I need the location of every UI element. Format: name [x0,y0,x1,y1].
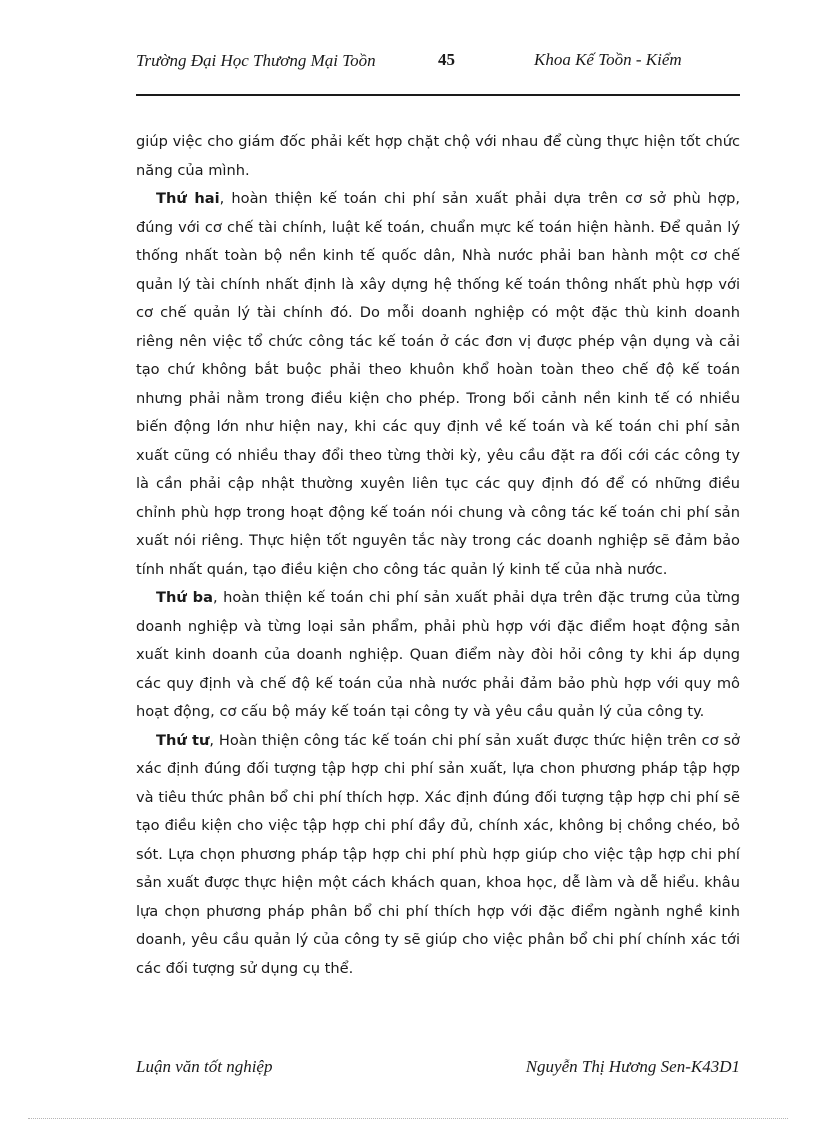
page-number: 45 [438,50,455,69]
header-department: Khoa Kế Toồn - Kiểm [534,50,682,69]
paragraph-lead: Thứ hai [156,190,220,207]
footer-author: Nguyễn Thị Hương Sen-K43D1 [525,1057,740,1076]
page-boundary-divider [28,1118,788,1119]
paragraph-thu-tu [136,727,740,984]
paragraph-lead: Thứ ba [156,589,213,606]
document-body [136,128,740,983]
paragraph-thu-ba [136,584,740,727]
paragraph-text: , hoàn thiện kế toán chi phí sản xuất phải dựa trên cơ sở phù hợp, đúng với cơ chế tài chính, luật kế toán, chuẩn mực kế toán hiện hành. Để quản lý thống nhất toàn bộ nền kinh tế quốc dân, Nhà nước phải ban hành một cơ chế quản lý tài chính nhất định là xây dựng hệ thống kế toán thông nhất phù hợp với cơ chế quản lý tài chính đó. Do mỗi doanh nghiệp có một đặc thù kinh doanh riêng nên việc tổ chức công tác kế toán ở các đơn vị được phép vận dụng và cải tạo chứ không bắt buộc phải theo khuôn khổ hoàn toàn theo chế độ kế toán nhưng phải nằm trong điều kiện cho phép. Trong bối cảnh nền kinh tế có nhiều biến động lớn như hiện nay, khi các quy định về kế toán và kế toán chi phí sản xuất cũng có nhiều thay đổi theo từng thời kỳ, yêu cầu đặt ra đối cới các công ty là cần phải cập nhật thường xuyên liên tục các quy định đó để có những điều chỉnh phù hợp trong hoạt động kế toán nói chung và công tác kế toán chi phí sản xuất nói riêng. Thực hiện tốt nguyên tắc này trong các doanh nghiệp sẽ đảm bảo tính nhất quán, tạo điều kiện cho công tác quản lý kinh tế của nhà nước. [136,190,740,578]
header-school-name: Trường Đại Học Thương Mại Toồn [136,51,376,70]
paragraph-text: , Hoàn thiện công tác kế toán chi phí sản xuất được thức hiện trên cơ sở xác định đúng đối tượng tập hợp chi phí sản xuất, lựa chon phương pháp tập hợp và tiêu thức phân bổ chi phí thích hợp. Xác định đúng đối tượng tập hợp chi phí sẽ tạo điều kiện cho việc tập hợp chi phí đầy đủ, chính xác, không bị chồng chéo, bỏ sót. Lựa chọn phương pháp tập hợp chi phí phù hợp giúp cho việc tập hợp chi phí sản xuất được thực hiện một cách khách quan, khoa học, dễ làm và dễ hiểu. khâu lựa chọn phương pháp phân bổ chi phí thích hợp với đặc điểm ngành nghề kinh doanh, yêu cầu quản lý của công ty sẽ giúp cho việc phân bổ chi phí chính xác tới các đối tượng sử dụng cụ thể. [136,731,740,977]
paragraph-thu-hai [136,185,740,584]
paragraph-text: giúp việc cho giám đốc phải kết hợp chặt chộ với nhau để cùng thực hiện tốt chức năng của mình. [136,133,740,179]
paragraph-lead: Thứ tư [156,731,210,749]
paragraph-text: , hoàn thiện kế toán chi phí sản xuất phải dựa trên đặc trưng của từng doanh nghiệp và từng loại sản phẩm, phải phù hợp với đặc điểm hoạt động sản xuất kinh doanh của doanh nghiệp. Quan điểm này đòi hỏi công ty khi áp dụng các quy định và chế độ kế toán của nhà nước phải đảm bảo phù hợp với quy mô hoạt động, cơ cấu bộ máy kế toán tại công ty và yêu cầu quản lý của công ty. [136,589,741,720]
page-header [136,50,740,96]
paragraph-continuation [136,128,740,185]
footer-thesis-label: Luận văn tốt nghiệp [136,1057,273,1076]
